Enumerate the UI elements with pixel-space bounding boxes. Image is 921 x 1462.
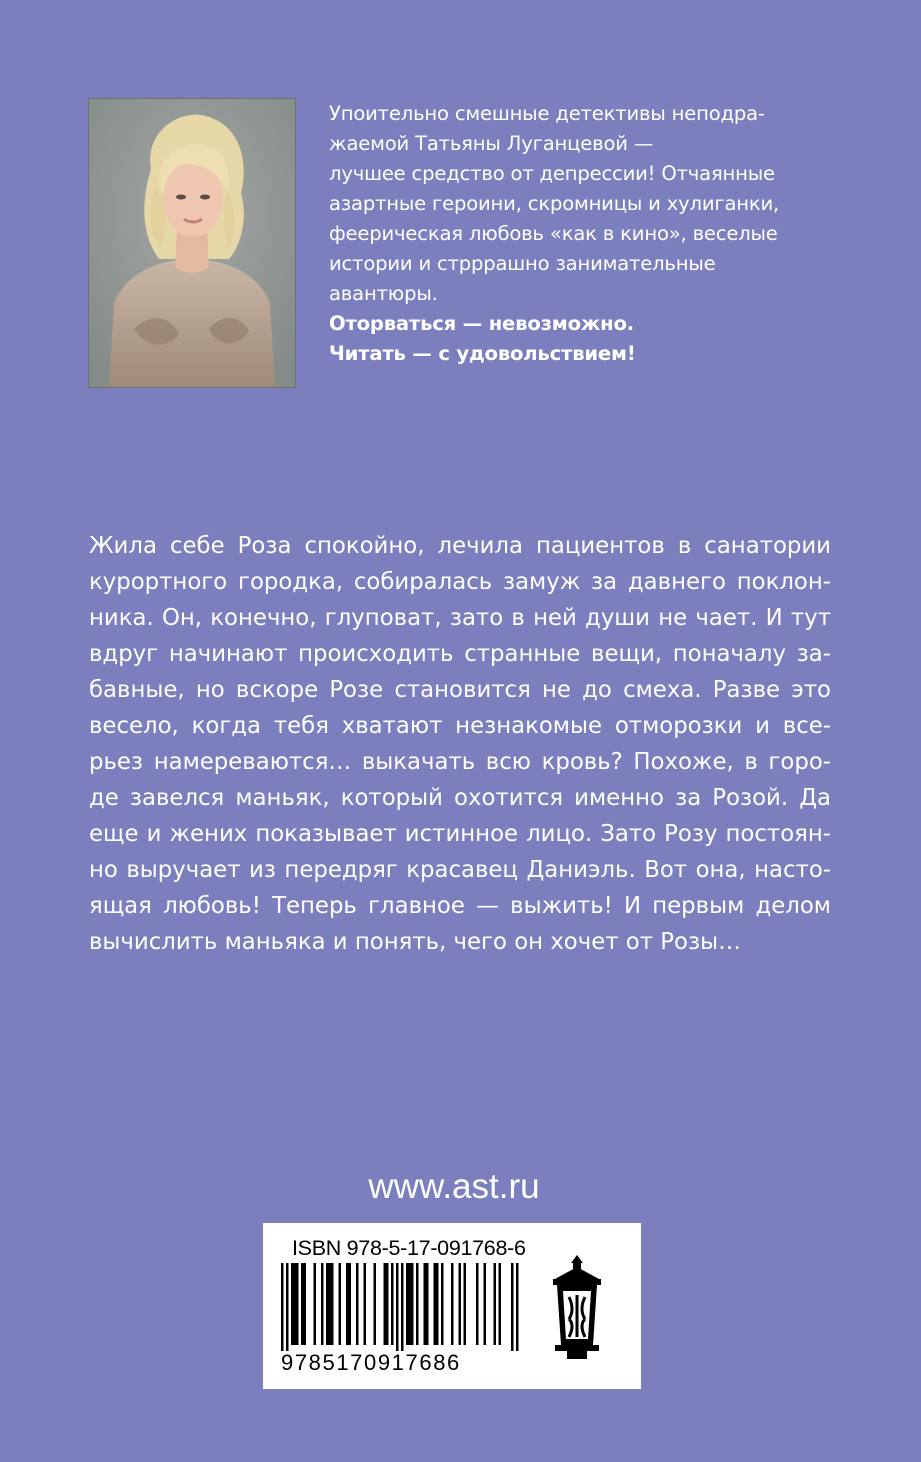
barcode-bar — [441, 1263, 444, 1345]
barcode-bar — [499, 1263, 502, 1345]
blurb-line: авантюры. — [329, 282, 438, 305]
annotation-line: рьез намереваются… выкачать всю кровь? Похоже, в горо- — [89, 749, 831, 775]
barcode-bar — [451, 1263, 454, 1345]
barcode-bar — [314, 1263, 317, 1345]
annotation-line: весело, когда тебя хватают незнакомые отморозки и все- — [89, 713, 831, 739]
barcode-bar — [296, 1263, 299, 1345]
barcode-bar — [511, 1263, 514, 1351]
barcode-bar — [406, 1263, 409, 1345]
barcode-bar — [346, 1263, 349, 1345]
barcode-bar — [356, 1263, 359, 1345]
barcode-bar — [384, 1263, 387, 1345]
blurb-line: азартные героини, скромницы и хулиганки, — [329, 192, 780, 215]
barcode-bar — [424, 1263, 427, 1345]
barcode-box — [263, 1223, 641, 1389]
barcode-bar — [301, 1263, 304, 1345]
barcode-bar — [391, 1263, 394, 1345]
barcode-bar — [374, 1263, 377, 1345]
barcode-bar — [294, 1263, 297, 1345]
barcode-bar — [416, 1263, 419, 1345]
barcode-bar — [426, 1263, 429, 1345]
book-annotation — [89, 528, 831, 960]
annotation-line: де завелся маньяк, который охотится именно за Розой. Да — [89, 785, 831, 811]
blurb-line: феерическая любовь «как в кино», веселые — [329, 222, 778, 245]
lantern-icon — [547, 1253, 607, 1363]
barcode-bar — [291, 1263, 294, 1345]
barcode-bar — [484, 1263, 487, 1345]
publisher-website: www.ast.ru — [368, 1167, 540, 1206]
barcode-bar — [304, 1263, 307, 1345]
barcode-bar — [339, 1263, 342, 1345]
author-blurb — [329, 99, 889, 369]
barcode-bar — [326, 1263, 329, 1345]
barcode-bar — [464, 1263, 467, 1345]
barcode-bar — [516, 1263, 519, 1351]
barcode-bar — [281, 1263, 284, 1351]
barcode-bar — [411, 1263, 414, 1345]
barcode-bar — [401, 1263, 404, 1351]
barcode-bar — [436, 1263, 439, 1345]
barcode-bar — [434, 1263, 437, 1345]
barcode-bar — [329, 1263, 332, 1345]
annotation-line: вдруг начинают происходить странные вещи, поначалу за- — [89, 641, 831, 667]
annotation-line: еще и жених показывает истинное лицо. Зато Розу постоян- — [89, 821, 831, 847]
annotation-line: Жила себе Роза спокойно, лечила пациентов в санатории — [89, 533, 831, 559]
annotation-line: курортного городка, собиралась замуж за давнего поклон- — [89, 569, 831, 595]
author-photo — [89, 99, 295, 387]
annotation-line: ящая любовь! Теперь главное — выжить! И первым делом — [89, 893, 831, 919]
barcode-bar — [396, 1263, 399, 1351]
annotation-line: вычислить маньяка и понять, чего он хочет от Розы… — [89, 929, 741, 955]
blurb-line: Упоительно смешные детективы неподра- — [329, 102, 765, 125]
annotation-line: бавные, но вскоре Розе становится не до смеха. Разве это — [89, 677, 831, 703]
blurb-line: жаемой Татьяны Луганцевой — — [329, 132, 654, 155]
blurb-slogan: Оторваться — невозможно. — [329, 312, 634, 335]
barcode-bar — [494, 1263, 497, 1345]
blurb-line: лучшее средство от депрессии! Отчаянные — [329, 162, 775, 185]
blurb-line: истории и стрррашно занимательные — [329, 252, 716, 275]
barcode-bars — [281, 1263, 531, 1351]
barcode-bar — [476, 1263, 479, 1345]
barcode-digits: 9785170917686 — [281, 1350, 461, 1375]
barcode-bar — [321, 1263, 324, 1345]
author-portrait-illustration — [89, 99, 295, 387]
annotation-line: ника. Он, конечно, глуповат, зато в ней души не чает. И тут — [89, 605, 831, 631]
barcode-bar — [331, 1263, 334, 1345]
barcode-bar — [459, 1263, 462, 1345]
blurb-slogan: Читать — с удовольствием! — [329, 342, 636, 365]
barcode-bar — [286, 1263, 289, 1351]
isbn-label: ISBN 978-5-17-091768-6 — [292, 1236, 526, 1260]
barcode-bar — [409, 1263, 412, 1345]
annotation-line: но выручает из передряг красавец Даниэль. Вот она, насто- — [89, 857, 831, 883]
barcode-bar — [349, 1263, 352, 1345]
barcode-bar — [364, 1263, 367, 1345]
barcode-bar — [386, 1263, 389, 1345]
